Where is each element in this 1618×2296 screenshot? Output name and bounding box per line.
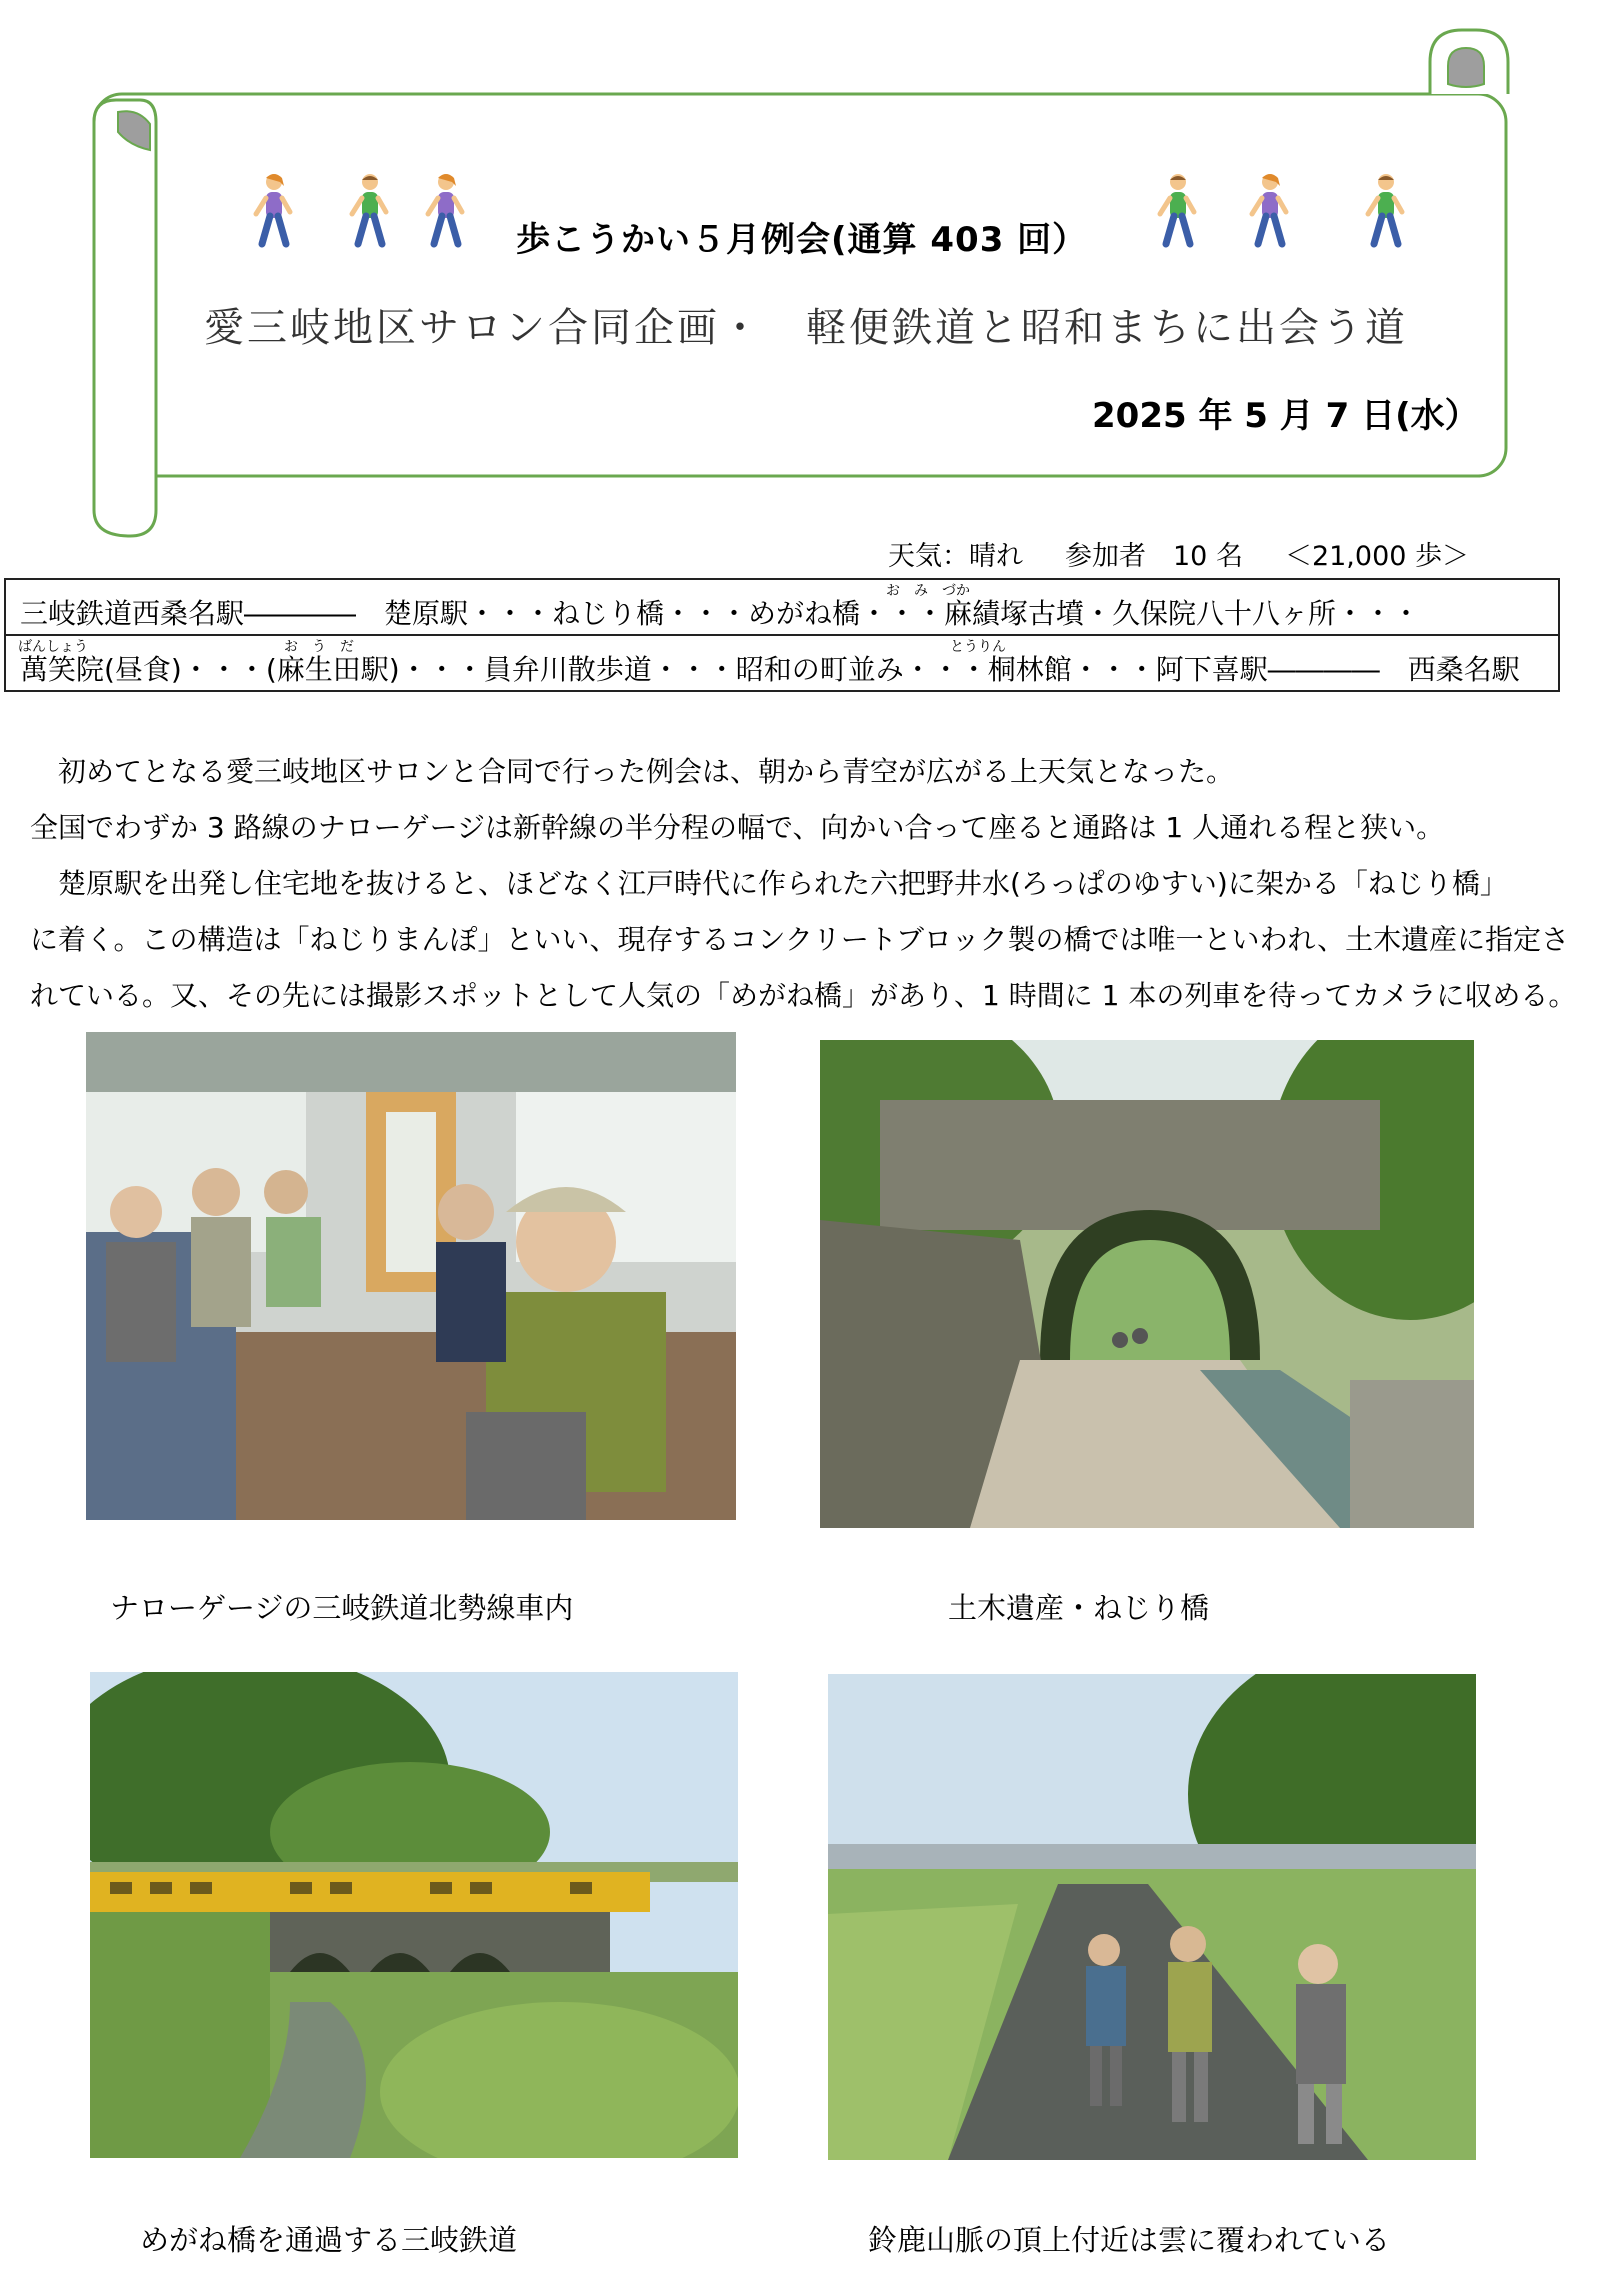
body-line-3: 楚原駅を出発し住宅地を抜けると、ほどなく江戸時代に作られた六把野井水(ろっぱのゆすい)に架かる「ねじり橋」 (30, 867, 1508, 900)
photo-caption-2: 土木遺産・ねじり橋 (948, 1591, 1210, 1625)
weather-info: 天気：晴れ (888, 541, 1023, 572)
photo-caption-1: ナローゲージの三岐鉄道北勢線車内 (110, 1591, 574, 1625)
ruby-banshou: ばんしょう (18, 639, 88, 655)
body-line-5: れている。又、その先には撮影スポットとして人気の「めがね橋」があり、1 時間に 1 本の列車を待ってカメラに収める。 (30, 979, 1577, 1012)
train-interior-image (86, 1032, 736, 1520)
person-walking-icon (1356, 172, 1416, 252)
person-walking-icon (244, 172, 304, 252)
person-walking-icon (340, 172, 400, 252)
event-subtitle: 愛三岐地区サロン合同企画・ 軽便鉄道と昭和まちに出会う道 (204, 305, 1408, 351)
body-line-2: 全国でわずか 3 路線のナローゲージは新幹線の半分程の幅で、向かい合って座ると通路は 1 人通れる程と狭い。 (30, 811, 1445, 844)
photo-nejiri-bridge (820, 1040, 1474, 1528)
scroll-banner (0, 0, 1618, 560)
suzuka-mountains-image (828, 1674, 1476, 2160)
route-line-1: 三岐鉄道西桑名駅―――― 楚原駅・・・ねじり橋・・・めがね橋・・・麻績塚古墳・久保院八十八ヶ所・・・ (6, 580, 1558, 636)
glasses-bridge-train-image (90, 1672, 738, 2158)
person-walking-icon (1240, 172, 1300, 252)
ruby-ouda: お う だ (284, 639, 354, 655)
photo-suzuka-mountains (828, 1674, 1476, 2160)
event-title: 歩こうかい５月例会(通算 403 回） (516, 220, 1088, 260)
route-box (4, 578, 1560, 692)
body-line-4: に着く。この構造は「ねじりまんぽ」といい、現存するコンクリートブロック製の橋では唯一といわれ、土木遺産に指定さ (30, 923, 1570, 956)
event-date: 2025 年 5 月 7 日(水） (1092, 396, 1479, 436)
steps-info: ＜21,000 歩＞ (1284, 541, 1470, 572)
body-line-1: 初めてとなる愛三岐地区サロンと合同で行った例会は、朝から青空が広がる上天気となった。 (30, 755, 1235, 788)
ruby-omitsuka: お み づか (886, 583, 970, 599)
photo-glasses-bridge-train (90, 1672, 738, 2158)
event-info (888, 534, 1469, 573)
route-line-2: 萬笑院(昼食)・・・(麻生田駅)・・・員弁川散歩道・・・昭和の町並み・・・桐林館・・・阿下喜駅―――― 西桑名駅 (20, 653, 1520, 686)
person-walking-icon (416, 172, 476, 252)
ruby-tourin: とうりん (950, 639, 1006, 655)
photo-train-interior (86, 1032, 736, 1520)
photo-caption-3: めがね橋を通過する三岐鉄道 (140, 2223, 518, 2257)
photo-caption-4: 鈴鹿山脈の頂上付近は雲に覆われている (868, 2223, 1391, 2257)
participants-info: 参加者 10 名 (1065, 541, 1243, 572)
nejiri-bridge-image (820, 1040, 1474, 1528)
person-walking-icon (1148, 172, 1208, 252)
